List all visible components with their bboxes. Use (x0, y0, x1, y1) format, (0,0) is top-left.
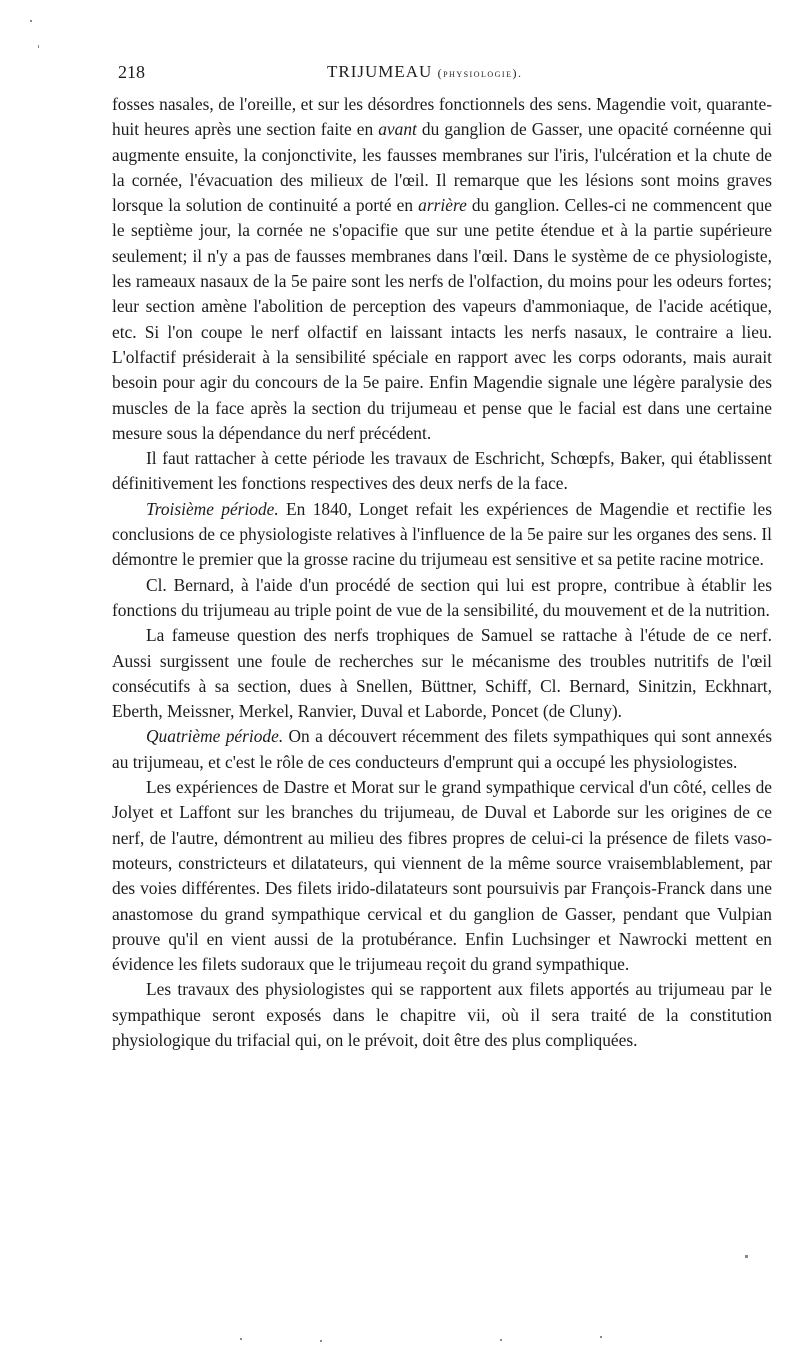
document-page (112, 58, 772, 1053)
paragraph (112, 977, 772, 1053)
text-run: Les expériences de Dastre et Morat sur le grand sympathique cervical d'un côté, celles de Jolyet et Laffont sur les branches du trijumeau, de Duval et Laborde sur les origines de ce nerf, de l'autre, démontrent au milieu des fibres propres de celui-ci la présence de filets vaso-moteurs, constricteurs et dilatateurs, qui viennent de la même source vraisemblablement, par des voies différentes. Des filets irido-dilatateurs sont poursuivis par François-Franck dans une anastomose du grand sympathique cervical et du ganglion de Gasser, pendant que Vulpian prouve qu'il en vient aussi de la protubérance. Enfin Luchsinger et Nawrocki mettent en évidence les filets sudoraux que le trijumeau reçoit du grand sympathique. (112, 777, 772, 975)
italic-text: Troisième période. (146, 498, 279, 519)
running-title (327, 58, 522, 87)
body-text (112, 92, 772, 1053)
paragraph (112, 775, 772, 977)
paragraph (112, 92, 772, 446)
paragraph (112, 446, 772, 497)
text-run: du ganglion de Gasser, une opacité cornéenne qui augmente ensuite, la conjonctivite, les fausses membranes sur l'iris, l'ulcération et la chute de la cornée, l'évacuation des milieux de l'œil. Il remarque que les lésions sont moins graves lorsque la solution de continuité a porté en (112, 119, 772, 216)
text-run: On a découvert récemment des filets sympathiques qui sont annexés au trijumeau, et c'est le rôle de ces conducteurs d'emprunt qui a occupé les physiologistes. (112, 726, 772, 772)
text-run: La fameuse question des nerfs trophiques de Samuel se rattache à l'étude de ce nerf. Aussi surgissent une foule de recherches sur le mécanisme des troubles nutritifs de l'œil consécutifs à sa section, dues à Snellen, Büttner, Schiff, Cl. Bernard, Sinitzin, Eckhnart, Eberth, Meissner, Merkel, Ranvier, Duval et Laborde, Poncet (de Cluny). (112, 625, 772, 722)
text-run: Il faut rattacher à cette période les travaux de Eschricht, Schœpfs, Baker, qui établissent définitivement les fonctions respectives des deux nerfs de la face. (112, 448, 772, 494)
page-number: 218 (118, 62, 145, 82)
paragraph (112, 573, 772, 624)
text-run: fosses nasales, de l'oreille, et sur les désordres fonctionnels des sens. Magendie voit, quarante-huit heures après une section faite en (112, 94, 772, 140)
running-header (112, 58, 772, 86)
running-title-main: TRIJUMEAU (327, 62, 433, 81)
running-title-sub: (physiologie). (437, 66, 523, 80)
paragraph (112, 623, 772, 724)
text-run: En 1840, Longet refait les expériences de Magendie et rectifie les conclusions de ce physiologiste relatives à l'influence de la 5e paire sur les organes des sens. Il démontre le premier que la grosse racine du trijumeau est sensitive et sa petite racine motrice. (112, 498, 772, 570)
italic-text: avant (378, 119, 417, 140)
text-run: du ganglion. Celles-ci ne commencent que le septième jour, la cornée ne s'opacifie que sur une petite étendue et à la partie supérieure seulement; il n'y a pas de fausses membranes dans l'œil. Dans le système de ce physiologiste, les rameaux nasaux de la 5e paire sont les nerfs de l'olfaction, du moins pour les odeurs fortes; leur section amène l'abolition de perception des vapeurs d'ammoniaque, de l'acide acétique, etc. Si l'on coupe le nerf olfactif en laissant intacts les nerfs nasaux, le contraire a lieu. L'olfactif présiderait à la sensibilité spéciale en rapport avec les corps odorants, mais aurait besoin pour agir du concours de la 5e paire. Enfin Magendie signale une légère paralysie des muscles de la face après la section du trijumeau et pense que le facial est dans une certaine mesure sous la dépendance du nerf précédent. (112, 195, 772, 443)
text-run: Les travaux des physiologistes qui se rapportent aux filets apportés au trijumeau par le sympathique seront exposés dans le chapitre vii, où il sera traité de la constitution physiologique du trifacial qui, on le prévoit, doit être des plus compliquées. (112, 979, 772, 1050)
paragraph (112, 724, 772, 775)
italic-text: arrière (418, 195, 467, 216)
text-run: Cl. Bernard, à l'aide d'un procédé de section qui lui est propre, contribue à établir les fonctions du trijumeau au triple point de vue de la sensibilité, du mouvement et de la nutrition. (112, 574, 772, 620)
italic-text: Quatrième période. (146, 726, 284, 747)
paragraph (112, 497, 772, 573)
